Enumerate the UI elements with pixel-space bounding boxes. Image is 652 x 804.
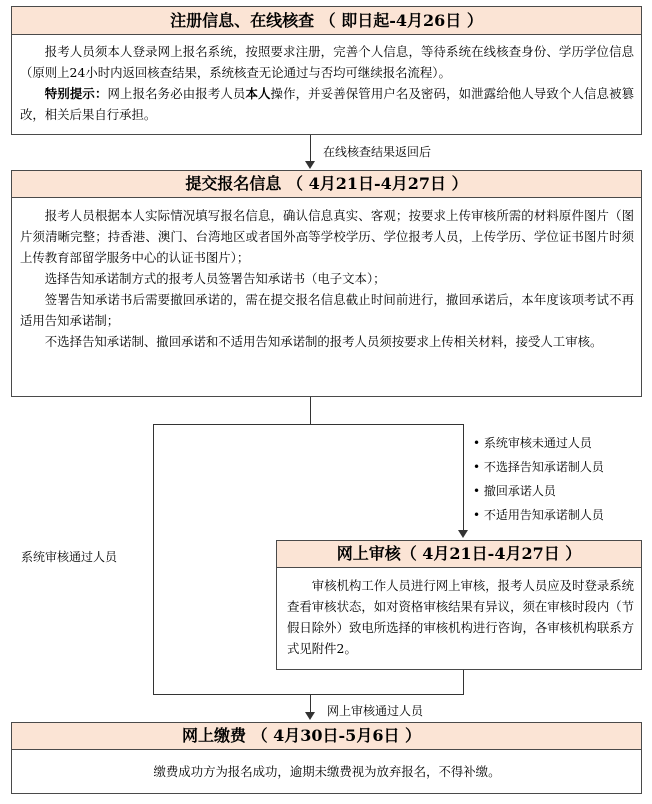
after-check-label: 在线核查结果返回后 bbox=[323, 145, 432, 159]
step2-body bbox=[20, 205, 634, 352]
manual-item-4: • 不适用告知承诺制人员 bbox=[473, 508, 604, 522]
step1-para2-a: 网上报名务必由报考人员 bbox=[107, 86, 246, 101]
step2-para4: 不选择告知承诺制、撤回承诺和不适用告知承诺制的报考人员须按要求上传相关材料，接受人工审核。 bbox=[44, 334, 603, 349]
connector-1-line bbox=[310, 135, 311, 163]
merge-bottom-bar bbox=[153, 694, 464, 695]
self-emphasis: 本人 bbox=[245, 86, 271, 101]
merge-right-up bbox=[463, 670, 464, 695]
special-tip-label: 特别提示： bbox=[44, 86, 108, 101]
branch-stem bbox=[310, 397, 311, 424]
merge-arrow bbox=[305, 712, 315, 720]
branch-top-bar bbox=[153, 424, 464, 425]
merge-stem bbox=[310, 694, 311, 714]
manual-item-1: • 系统审核未通过人员 bbox=[473, 436, 592, 450]
branch-left-down bbox=[153, 424, 154, 695]
system-pass-label: 系统审核通过人员 bbox=[21, 550, 118, 564]
online-pass-label: 网上审核通过人员 bbox=[327, 704, 424, 718]
manual-item-3: • 撤回承诺人员 bbox=[473, 484, 556, 498]
connector-1-arrow bbox=[305, 161, 315, 169]
branch-right-down bbox=[463, 424, 464, 530]
step2-para2: 选择告知承诺制方式的报考人员签署告知承诺书（电子文本）； bbox=[44, 271, 386, 286]
step4-title: 网上缴费 （ 4月30日-5月6日 ） bbox=[11, 722, 642, 750]
step3-title: 网上审核（ 4月21日-4月27日 ） bbox=[276, 540, 642, 568]
step3-para1: 审核机构工作人员进行网上审核，报考人员应及时登录系统查看审核状态，如对资格审核结果有异议，须在审核时段内（节假日除外）致电所选择的审核机构进行咨询，各审核机构联系方式见附件2。 bbox=[287, 578, 634, 656]
step1-title: 注册信息、在线核查 （ 即日起-4月26日 ） bbox=[11, 6, 642, 35]
branch-right-arrow bbox=[458, 530, 468, 538]
step2-title: 提交报名信息 （ 4月21日-4月27日 ） bbox=[11, 170, 642, 198]
step2-para3: 签署告知承诺书后需要撤回承诺的，需在提交报名信息截止时间前进行，撤回承诺后，本年度该项考试不再适用告知承诺制； bbox=[20, 292, 634, 328]
step4-body bbox=[20, 761, 634, 782]
step1-para2-b: 操作，并妥善保管用户名及密码，如泄露给他人导致个人信息被篡改，相关后果自行承担。 bbox=[20, 86, 635, 122]
step3-body bbox=[287, 575, 634, 659]
step2-para1: 报考人员根据本人实际情况填写报名信息，确认信息真实、客观；按要求上传审核所需的材料原件图片（图片须清晰完整；持香港、澳门、台湾地区或者国外高等学校学历、学位报考人员，上传学历、学位证书图片时须上传教育部留学服务中心的认证书图片）； bbox=[20, 208, 634, 265]
manual-item-2: • 不选择告知承诺制人员 bbox=[473, 460, 604, 474]
step4-para1: 缴费成功方为报名成功，逾期未缴费视为放弃报名，不得补缴。 bbox=[153, 764, 501, 779]
step1-para1: 报考人员须本人登录网上报名系统，按照要求注册，完善个人信息，等待系统在线核查身份、学历学位信息（原则上24小时内返回核查结果，系统核查无论通过与否均可继续报名流程）。 bbox=[20, 44, 634, 80]
manual-review-list bbox=[473, 431, 604, 527]
step1-body bbox=[20, 41, 634, 125]
step1-para2 bbox=[20, 83, 634, 125]
